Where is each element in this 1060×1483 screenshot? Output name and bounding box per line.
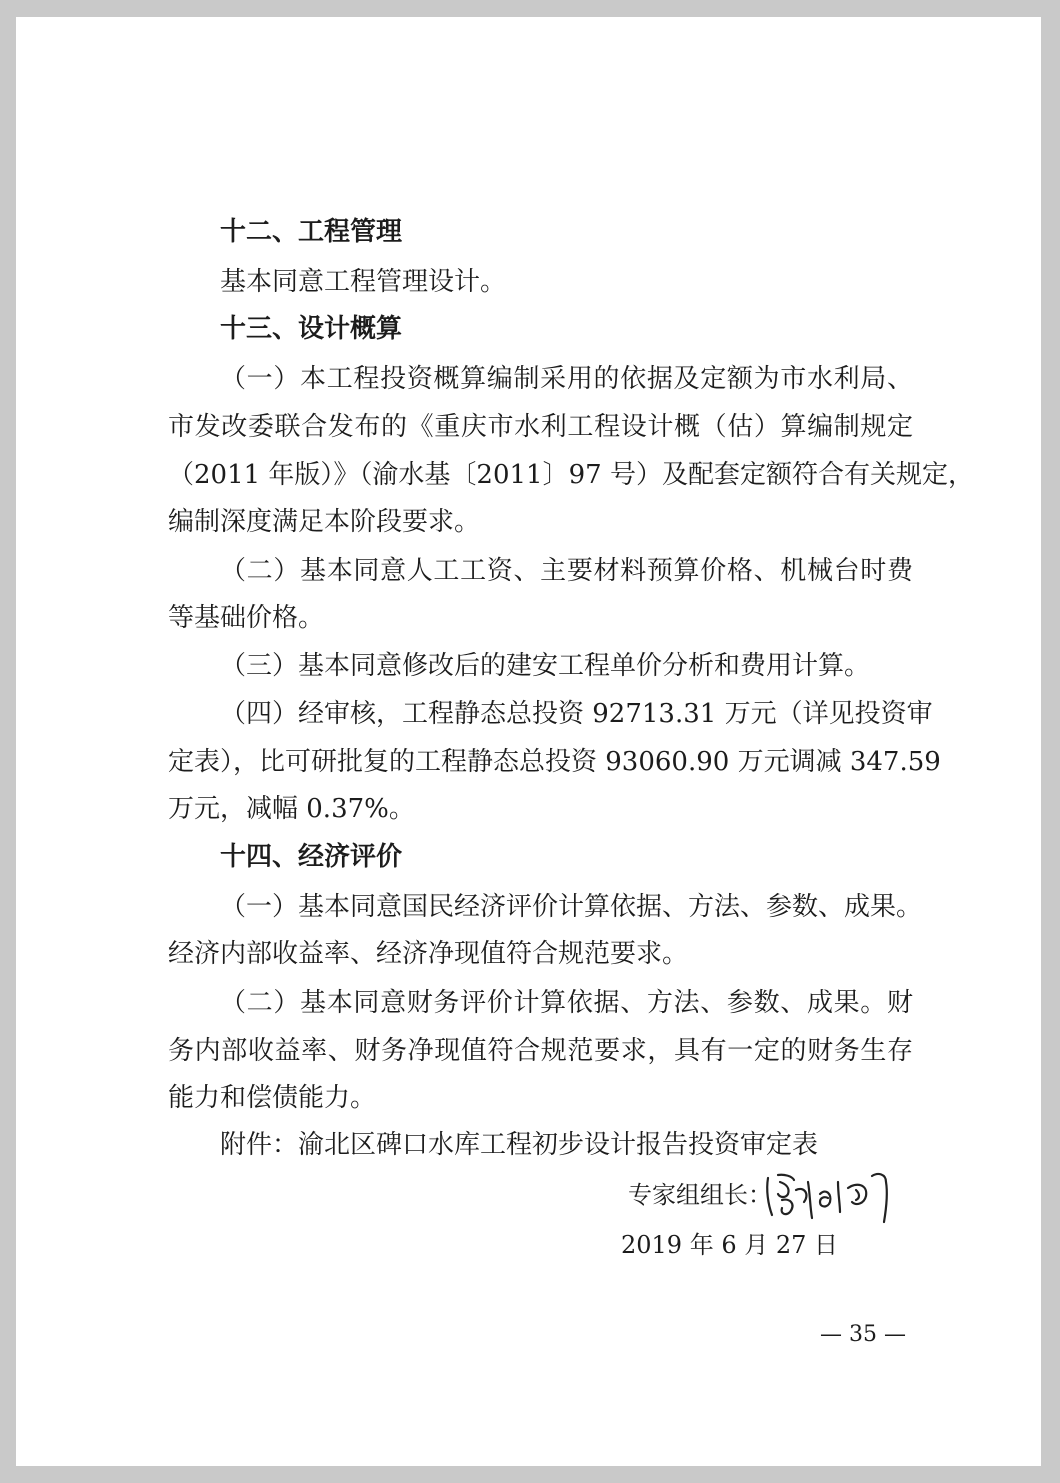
paragraph-line: （三）基本同意修改后的建安工程单价分析和费用计算。	[220, 651, 871, 681]
paragraph-line: 能力和偿债能力。	[168, 1083, 377, 1113]
section-14-heading: 十四、经济评价	[220, 842, 403, 872]
paragraph-line: （二）基本同意人工工资、主要材料预算价格、机械台时费	[220, 556, 913, 586]
attachment-line: 附件：渝北区碑口水库工程初步设计报告投资审定表	[220, 1130, 819, 1160]
section-12-paragraph: 基本同意工程管理设计。	[220, 267, 507, 297]
section-13-heading: 十三、设计概算	[220, 314, 403, 344]
paragraph-line: （一）基本同意国民经济评价计算依据、方法、参数、成果。	[220, 892, 923, 922]
paragraph-line: 定表），比可研批复的工程静态总投资 93060.90 万元调减 347.59	[168, 747, 941, 777]
handwritten-signature	[760, 1160, 900, 1230]
paragraph-line: 务内部收益率、财务净现值符合规范要求，具有一定的财务生存	[168, 1036, 913, 1066]
section-12-heading: 十二、工程管理	[220, 217, 403, 247]
paragraph-line: 经济内部收益率、经济净现值符合规范要求。	[168, 939, 689, 969]
paragraph-line: 市发改委联合发布的《重庆市水利工程设计概（估）算编制规定	[168, 412, 913, 442]
paragraph-line: （2011 年版）》（渝水基〔2011〕97 号）及配套定额符合有关规定，	[168, 460, 974, 490]
signoff-label: 专家组组长：	[628, 1181, 772, 1209]
paragraph-line: （二）基本同意财务评价计算依据、方法、参数、成果。财	[220, 988, 913, 1018]
paragraph-line: 等基础价格。	[168, 603, 325, 633]
paragraph-line: 万元，减幅 0.37%。	[168, 794, 415, 824]
paragraph-line: （一）本工程投资概算编制采用的依据及定额为市水利局、	[220, 364, 913, 394]
signoff-date: 2019 年 6 月 27 日	[621, 1231, 839, 1259]
paragraph-line: 编制深度满足本阶段要求。	[168, 507, 481, 537]
paragraph-line: （四）经审核，工程静态总投资 92713.31 万元（详见投资审	[220, 699, 933, 729]
page-number: — 35 —	[820, 1322, 906, 1347]
